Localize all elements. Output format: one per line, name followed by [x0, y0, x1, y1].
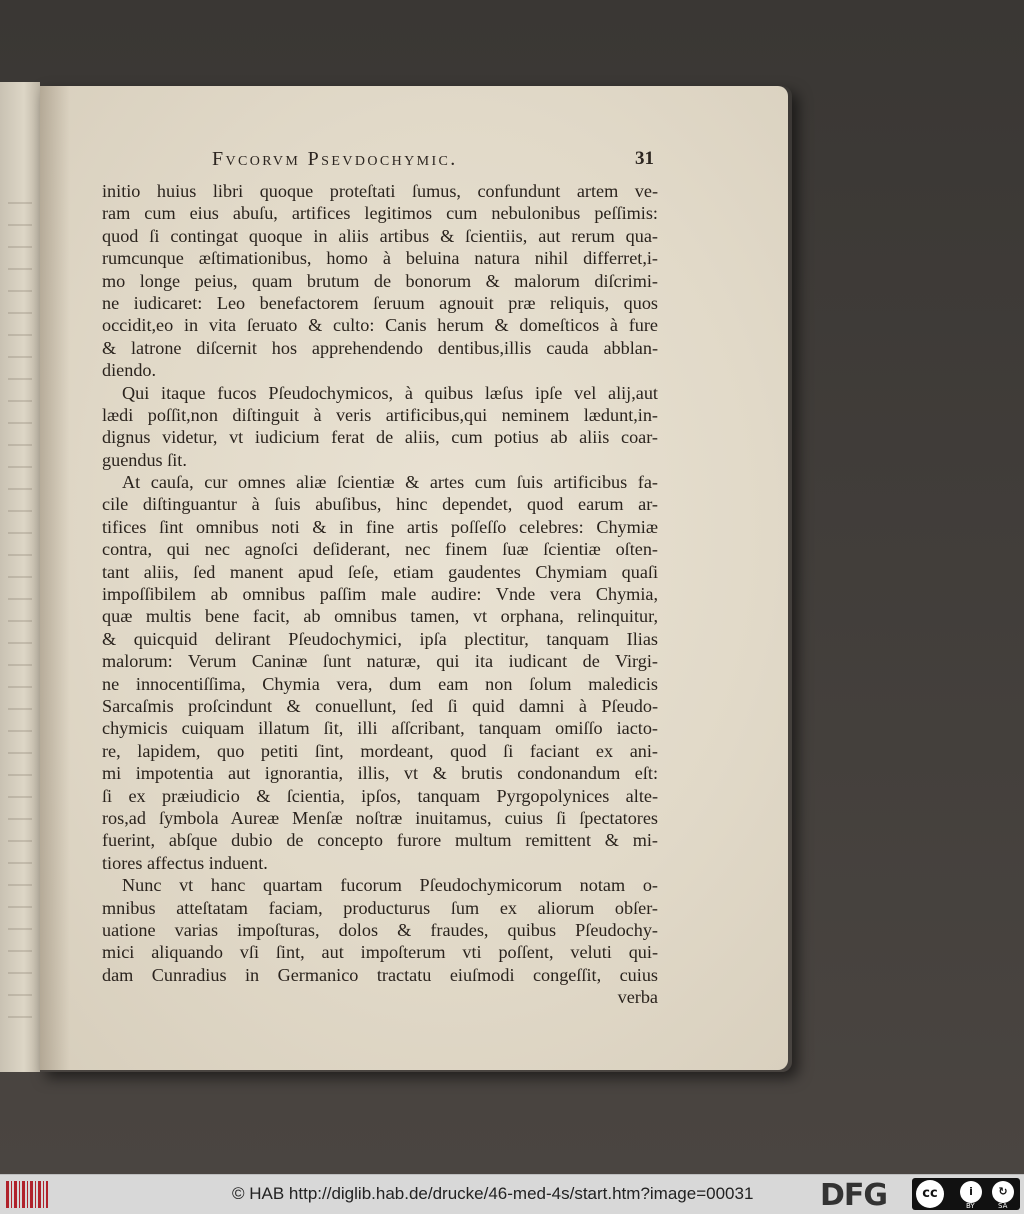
footer-bar: [0, 1174, 1024, 1214]
page-header: [212, 148, 654, 178]
book-page: [40, 86, 788, 1070]
text-line: impoſſibilem ab omnibus paſſim male audire: Vnde vera Chymia,: [102, 584, 658, 605]
text-line: fuerint, abſque dubio de concepto furore multum remittent & mi-: [102, 830, 658, 851]
text-line: & latrone diſcernit hos apprehendendo dentibus,illis cauda abblan-: [102, 337, 658, 358]
text-line: dignus videtur, vt iudicium ferat de aliis, cum potius ab aliis coar-: [102, 427, 658, 448]
text-line: quod ſi contingat quoque in aliis artibus & ſcientiis, aut rerum qua-: [102, 225, 658, 246]
text-line: chymicis cuiquam illatum ſit, illi aſſcribant, tanquam omiſſo iacto-: [102, 718, 658, 739]
text-line: At cauſa, cur omnes aliæ ſcientiæ & artes cum ſuis artificibus fa-: [122, 472, 658, 493]
text-line: lædi poſſit,non diſtinguit à veris artificibus,qui neminem lædunt,in-: [102, 404, 658, 425]
text-line: & quicquid delirant Pſeudochymici, ipſa plectitur, tanquam Ilias: [102, 628, 658, 649]
left-page-text-fragment: [8, 202, 32, 1022]
text-line: dam Cunradius in Germanico tractatu eiuſmodi congeſſit, cuius: [102, 964, 658, 985]
text-line: rumcunque æſtimationibus, homo à beluina natura nihil differret,i-: [102, 248, 658, 269]
text-line: ram cum eius abuſu, artifices legitimos cum nebulonibus peſſimis:: [102, 203, 658, 224]
text-line: ros,ad ſymbola Aureæ Menſæ noſtræ inuitamus, cuius ſi ſpectatores: [102, 807, 658, 828]
page-body-text: [102, 180, 658, 1008]
left-facing-page-edge: [0, 82, 40, 1072]
text-line: quæ multis bene facit, ab omnibus tamen, vt orphana, relinquitur,: [102, 606, 658, 627]
cc-license-badge[interactable]: [912, 1178, 1020, 1210]
copyright-link[interactable]: © HAB http://diglib.hab.de/drucke/46-med-4s/start.htm?image=00031: [232, 1184, 754, 1203]
running-title: Fvcorvm Psevdochymic.: [212, 148, 458, 170]
text-line: mici aliquando vſi ſint, aut impoſterum vti poſſent, veluti qui-: [102, 942, 658, 963]
text-line: Nunc vt hanc quartam fucorum Pſeudochymicorum notam o-: [122, 875, 658, 896]
page-number: 31: [635, 148, 654, 169]
text-line: diendo.: [102, 360, 157, 381]
text-line: tifices ſint omnibus noti & in fine artis poſſeſſo celebres: Chymiæ: [102, 516, 658, 537]
text-line: occidit,eo in vita ſeruato & culto: Canis herum & domeſticos à fure: [102, 315, 658, 336]
text-line: ne iudicaret: Leo benefactorem ſeruum agnouit præ reliquis, quos: [102, 292, 658, 313]
cc-icon: cc: [916, 1180, 944, 1208]
text-line: mi impotentia aut ignorantia, illis, vt & brutis condonandum eſt:: [102, 763, 658, 784]
text-line: mo longe peius, quam brutum de bonorum & malorum diſcrimi-: [102, 270, 658, 291]
text-line: contra, qui nec agnoſci deſiderant, nec finem ſuæ ſcientiæ oſten-: [102, 539, 658, 560]
page-gutter: [40, 86, 70, 1070]
text-line: Sarcaſmis proſcindunt & conuellunt, ſed ſi quid damni à Pſeudo-: [102, 695, 658, 716]
text-line: initio huius libri quoque proteſtati ſumus, confundunt artem ve-: [102, 181, 658, 201]
text-line: malorum: Verum Caninæ ſunt naturæ, qui ita iudicant de Virgi-: [102, 651, 658, 672]
text-line: ne innocentiſſima, Chymia vera, dum eam non ſolum maledicis: [102, 673, 658, 694]
share-alike-icon: ↻: [992, 1181, 1014, 1203]
text-line: verba: [617, 987, 658, 1008]
text-line: guendus ſit.: [102, 449, 187, 470]
text-line: mnibus atteſtatam faciam, producturus ſum ex aliorum obſer-: [102, 897, 658, 918]
text-line: re, lapidem, quo petiti ſint, mordeant, quod ſi faciant ex ani-: [102, 740, 658, 761]
by-label: BY: [966, 1202, 975, 1210]
barcode-icon: [6, 1181, 48, 1208]
text-line: tant aliis, ſed manent apud ſeſe, etiam gaudentes Chymiam quaſi: [102, 561, 658, 582]
dfg-logo[interactable]: DFG: [820, 1178, 888, 1213]
text-line: uatione varias impoſturas, dolos & fraudes, quibus Pſeudochy-: [102, 919, 658, 940]
attribution-icon: i: [960, 1181, 982, 1203]
text-line: Qui itaque fucos Pſeudochymicos, à quibus læſus ipſe vel alij,aut: [122, 382, 658, 403]
text-line: cile diſtinguantur à ſuis abuſibus, hinc dependet, quod earum ar-: [102, 494, 658, 515]
text-line: tiores affectus induent.: [102, 852, 268, 873]
sa-label: SA: [998, 1202, 1008, 1210]
text-line: ſi ex præiudicio & ſcientia, ipſos, tanquam Pyrgopolynices alte-: [102, 785, 658, 806]
